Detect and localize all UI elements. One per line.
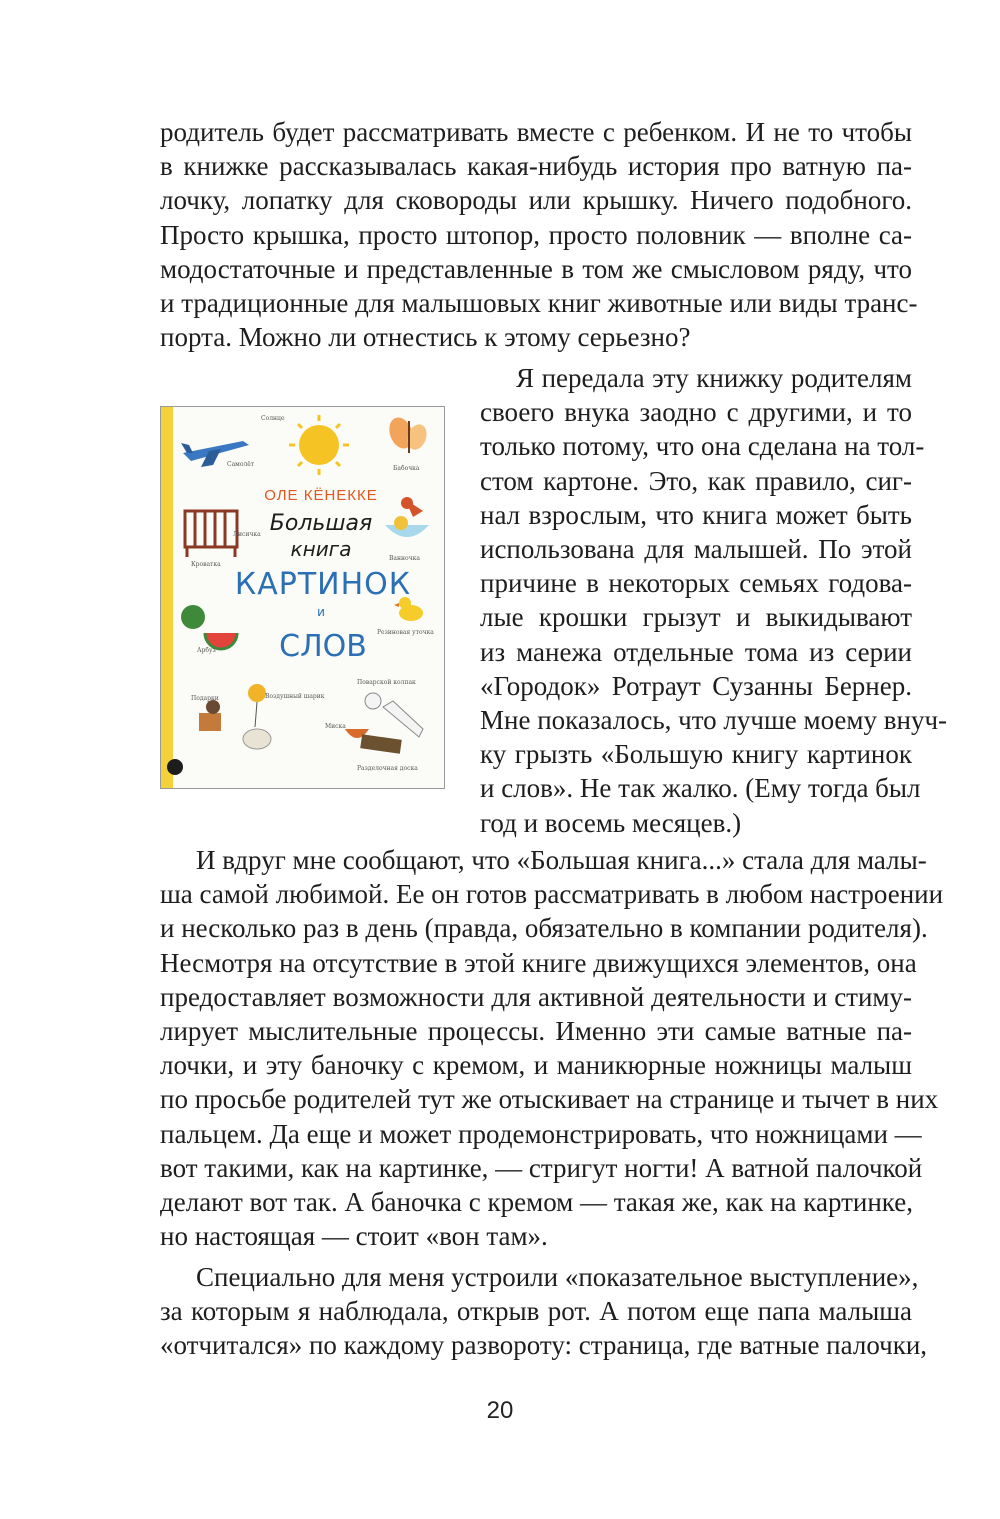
cover-label-watermelon: Арбуз — [197, 647, 216, 654]
text-line: лочки, и эту баночку с кремом, и маникюрные ножницы малыш — [160, 1050, 912, 1081]
text-line: пальцем. Да еще и может продемонстрировать, что ножницами — — [160, 1118, 922, 1149]
text-line: порта. Можно ли отнестись к этому серьезно? — [160, 322, 691, 353]
paragraph-top — [160, 115, 918, 354]
goat-icon — [243, 729, 271, 749]
text-line: лочку, лопатку для сковороды или крышку. Ничего подобного. — [160, 185, 912, 216]
text-line: по просьбе родителей тут же отыскивает на странице и тычет в них — [160, 1084, 939, 1115]
text-line: Мне показалось, что лучше моему внуч- — [480, 705, 948, 736]
cover-label-board: Разделочная доска — [357, 765, 418, 772]
text-line: делают вот так. А баночка с кремом — такая же, как на картинке, — [160, 1187, 913, 1218]
cover-title-line1: Большая — [269, 511, 373, 536]
cover-label-gift: Подарки — [191, 695, 219, 702]
text-line: но настоящая — стоит «вон там». — [160, 1221, 548, 1252]
text-line: нал взрослым, что книга может быть — [480, 499, 912, 530]
butterfly-icon — [385, 414, 430, 453]
text-line: за которым я наблюдала, открыв рот. А потом еще папа малыша — [160, 1296, 912, 1327]
text-line: ку грызть «Большую книгу картинок — [480, 739, 912, 770]
text-line: и слов». Не так жалко. (Ему тогда был — [480, 773, 921, 804]
text-line: из манежа отдельные тома из серии — [480, 636, 912, 667]
paragraph-last — [160, 1260, 928, 1363]
cover-title-and: и — [317, 605, 325, 619]
cover-label-plane: Самолёт — [227, 461, 255, 468]
paragraph-lower — [160, 843, 944, 1253]
cover-label-duck: Резиновая уточка — [377, 629, 434, 636]
text-line: И вдруг мне сообщают, что «Большая книга...» стала для малы- — [196, 845, 927, 875]
cover-title-line2: книга — [290, 537, 352, 561]
page-number: 20 — [486, 1397, 514, 1424]
sun-icon — [289, 415, 349, 475]
text-line: лые крошки грызут и выкидывают — [480, 602, 912, 633]
book-cover-image — [160, 406, 445, 789]
gift-icon — [199, 700, 221, 731]
text-line: своего внука заодно с другими, и то — [480, 397, 912, 428]
text-line: в книжке рассказывалась какая-нибудь история про ватную па- — [160, 151, 912, 182]
cover-label-bowl: Миска — [325, 723, 346, 730]
text-line: только потому, что она сделана на тол- — [480, 431, 925, 462]
text-line: причине в некоторых семьях годова- — [480, 568, 912, 599]
cover-label-chef: Поварской колпак — [357, 679, 416, 686]
text-line: родитель будет рассматривать вместе с ребенком. И не то чтобы — [160, 117, 912, 147]
watermelon-icon — [181, 605, 237, 649]
board-icon — [360, 734, 402, 753]
cover-author: ОЛЕ КЁНЕККЕ — [264, 487, 378, 504]
text-line: Несмотря на отсутствие в этой книге движущихся элементов, она — [160, 947, 917, 978]
cover-title-line4: СЛОВ — [279, 629, 367, 664]
text-line: год и восемь месяцев.) — [480, 807, 742, 838]
cover-label-balloon: Воздушный шарик — [265, 693, 325, 700]
balloon-icon — [248, 684, 266, 727]
text-line: Просто крышка, просто штопор, просто половник — вполне са- — [160, 219, 912, 250]
text-line: использована для малышей. По этой — [480, 534, 912, 565]
publisher-seal-icon — [167, 759, 183, 775]
text-line: Специально для меня устроили «показательное выступление», — [196, 1262, 919, 1292]
text-line: лирует мыслительные процессы. Именно эти самые ватные па- — [160, 1016, 912, 1047]
text-line: модостаточные и представленные в том же смысловом ряду, что — [160, 253, 912, 284]
cover-label-fox: Лисичка — [233, 531, 261, 538]
text-line: вот такими, как на картинке, — стригут ногти! А ватной палочкой — [160, 1152, 923, 1183]
cover-label-sun: Солнце — [261, 415, 285, 422]
text-line: «Городок» Ротраут Сузанны Бернер. — [480, 670, 912, 701]
cover-title-line3: КАРТИНОК — [234, 567, 412, 602]
text-line: предоставляет возможности для активной деятельности и стиму- — [160, 981, 912, 1012]
text-line: и несколько раз в день (правда, обязательно в компании родителя). — [160, 913, 928, 944]
text-line: ша самой любимой. Ее он готов рассматривать в любом настроении — [160, 879, 944, 910]
cover-label-bath: Ванночка — [389, 555, 420, 562]
text-line: «отчитался» по каждому развороту: страница, где ватные палочки, — [160, 1330, 928, 1361]
cover-label-butterfly: Бабочка — [393, 465, 420, 472]
text-line: Я передала эту книжку родителям — [516, 363, 912, 393]
text-line: стом картоне. Это, как правило, сиг- — [480, 465, 912, 496]
crib-icon — [185, 511, 237, 557]
cover-label-crib: Кроватка — [191, 561, 221, 568]
chef-icon — [365, 693, 423, 737]
text-line: и традиционные для малышовых книг животные или виды транс- — [160, 288, 918, 319]
paragraph-wrap — [480, 361, 948, 840]
